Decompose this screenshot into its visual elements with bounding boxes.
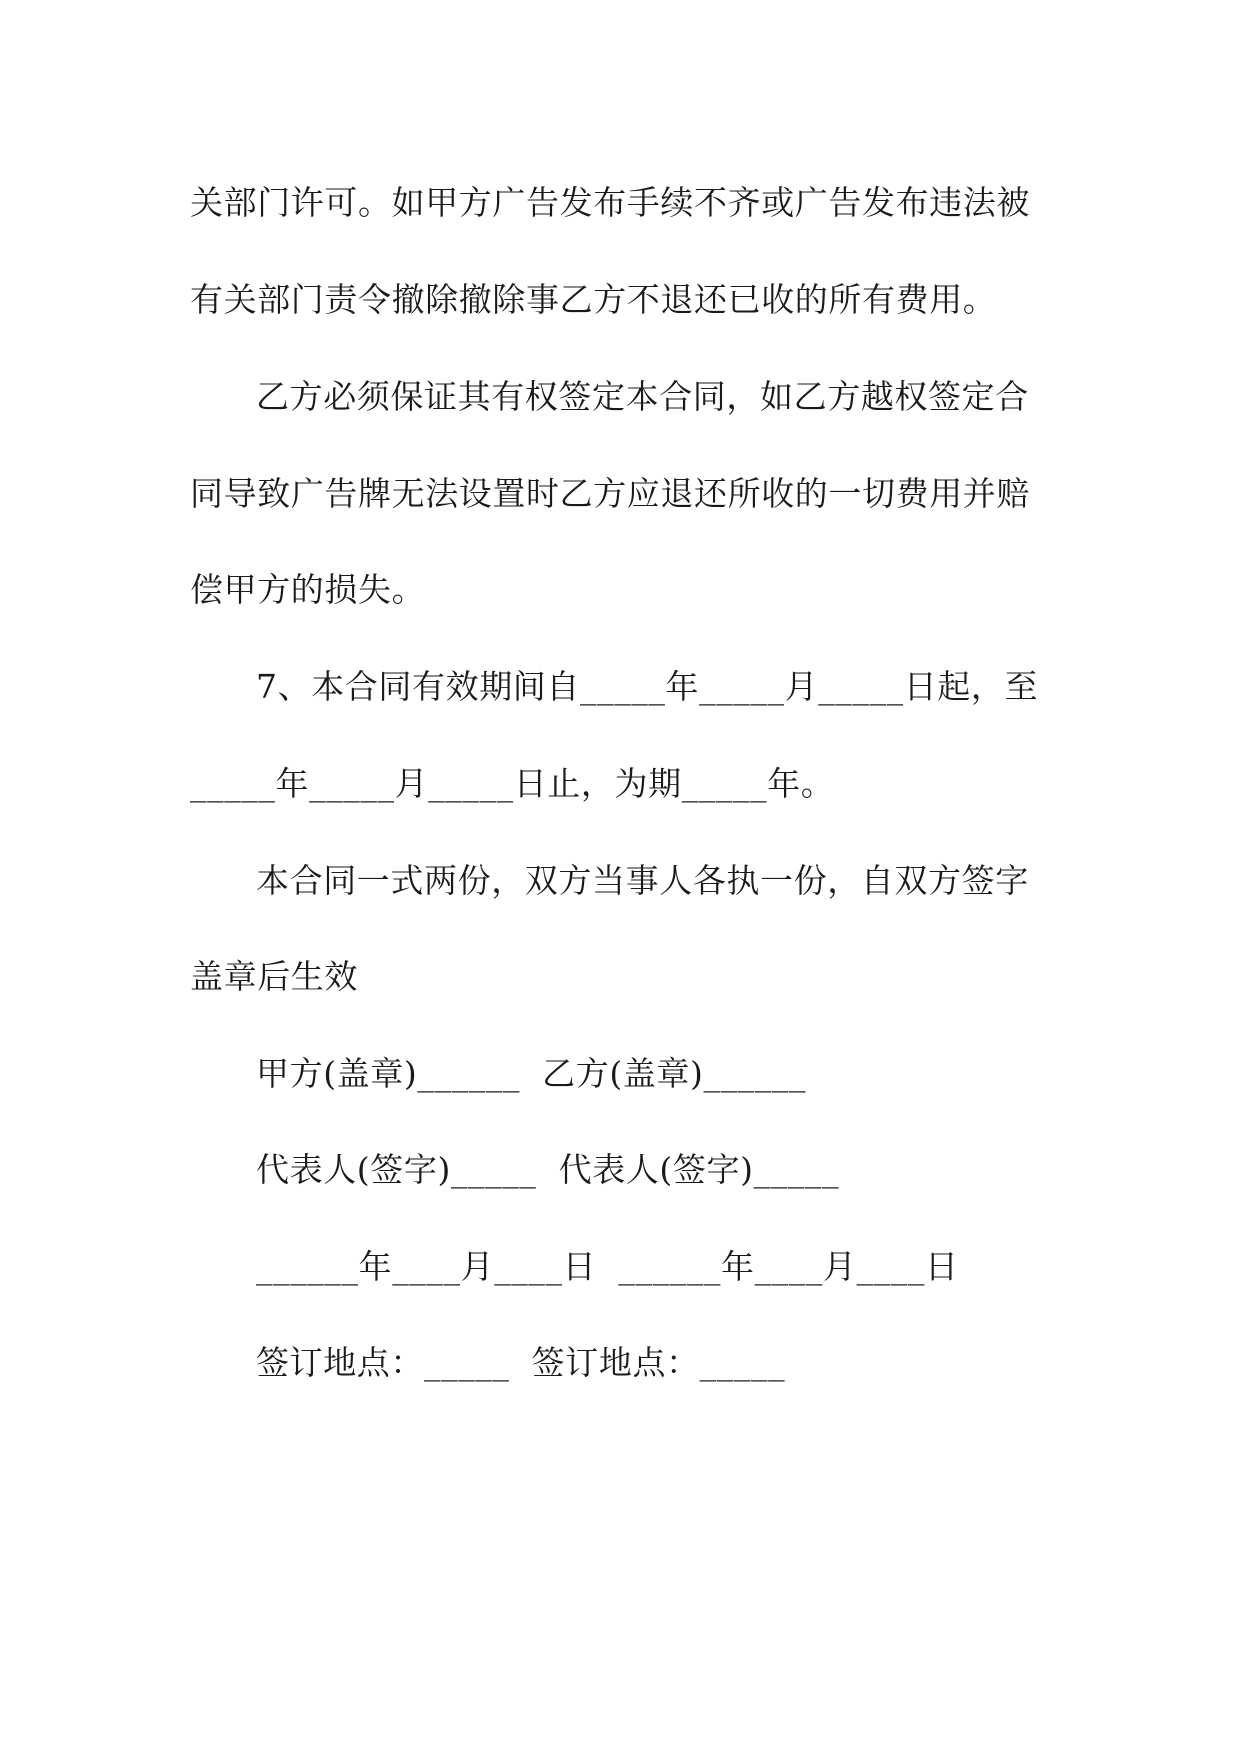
paragraph-start: 乙方必须保证其有权签定本合同，如乙方越权签定合 [256,377,1029,416]
date-line: ______年____月____日 ______年____月____日 [256,1247,959,1286]
seal-line: 甲方(盖章)______ 乙方(盖章)______ [256,1054,807,1093]
text-line: 盖章后生效 [190,957,358,996]
text-line: 有关部门责令撤除撤除事乙方不退还已收的所有费用。 [190,280,997,319]
text-line: _____年_____月_____日止，为期_____年。 [190,764,835,803]
text-line: 同导致广告牌无法设置时乙方应退还所收的一切费用并赔 [190,474,1030,513]
paragraph-start: 本合同一式两份，双方当事人各执一份，自双方签字 [256,861,1029,900]
term-clause-7: 7、本合同有效期间自_____年_____月_____日起，至 [256,667,1039,706]
signing-place-line: 签订地点：_____ 签订地点：_____ [256,1343,786,1382]
text-line: 关部门许可。如甲方广告发布手续不齐或广告发布违法被 [190,183,1030,222]
text-line: 偿甲方的损失。 [190,570,426,609]
representative-line: 代表人(签字)_____ 代表人(签字)_____ [256,1150,840,1189]
